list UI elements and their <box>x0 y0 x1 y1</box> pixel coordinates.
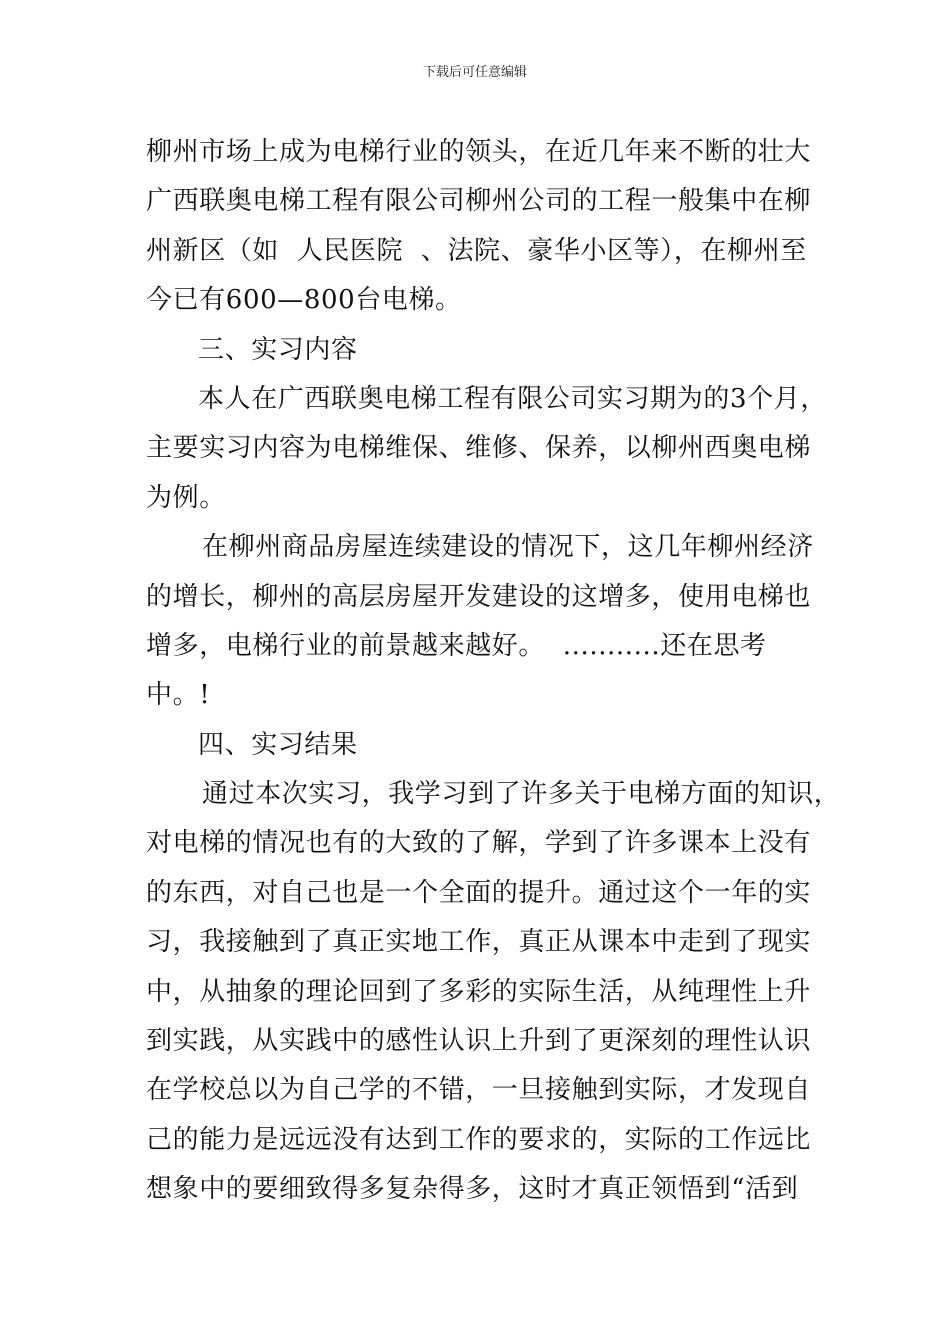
text-line: 在柳州商品房屋连续建设的情况下，这几年柳州经济 <box>202 532 814 563</box>
text-line: 为例。 <box>146 482 226 513</box>
text-line: 习，我接触到了真正实地工作，真正从课本中走到了现实 <box>146 927 812 958</box>
text-line: 的增长，柳州的高层房屋开发建设的这增多，使用电梯也 <box>146 581 812 612</box>
page-header-note: 下载后可任意编辑 <box>422 65 527 80</box>
text-line: 柳州市场上成为电梯行业的领头，在近几年来不断的壮大 <box>146 137 812 167</box>
text-line: 中，从抽象的理论回到了多彩的实际生活，从纯理性上升 <box>146 976 812 1007</box>
text-line: 广西联奥电梯工程有限公司柳州公司的工程一般集中在柳 <box>146 186 812 217</box>
text-line: 今已有600—800台电梯。 <box>146 285 462 316</box>
text-line: 在学校总以为自己学的不错，一旦接触到实际，才发现自 <box>146 1075 812 1106</box>
section-heading: 四、实习结果 <box>198 729 358 760</box>
text-line: 本人在广西联奥电梯工程有限公司实习期为的3个月， <box>198 383 827 414</box>
text-line: 中。! <box>146 680 211 711</box>
text-line: 想象中的要细致得多复杂得多，这时才真正领悟到“活到 <box>146 1174 799 1205</box>
text-line: 到实践，从实践中的感性认识上升到了更深刻的理性认识 <box>146 1026 812 1057</box>
text-line: 己的能力是远远没有达到工作的要求的，实际的工作远比 <box>146 1124 812 1155</box>
document-body <box>146 128 841 1215</box>
text-line: 主要实习内容为电梯维保、维修、保养，以柳州西奥电梯 <box>146 433 812 464</box>
text-line: 州新区（如 人民医院 、法院、豪华小区等），在柳州至 <box>146 235 807 266</box>
section-heading: 三、实习内容 <box>198 334 358 365</box>
text-line: 对电梯的情况也有的大致的了解，学到了许多课本上没有 <box>146 828 812 859</box>
text-line: 通过本次实习，我学习到了许多关于电梯方面的知识， <box>202 779 841 810</box>
text-line: 增多，电梯行业的前景越来越好。 ...........还在思考 <box>146 630 767 661</box>
text-line: 的东西，对自己也是一个全面的提升。通过这个一年的实 <box>146 877 812 908</box>
